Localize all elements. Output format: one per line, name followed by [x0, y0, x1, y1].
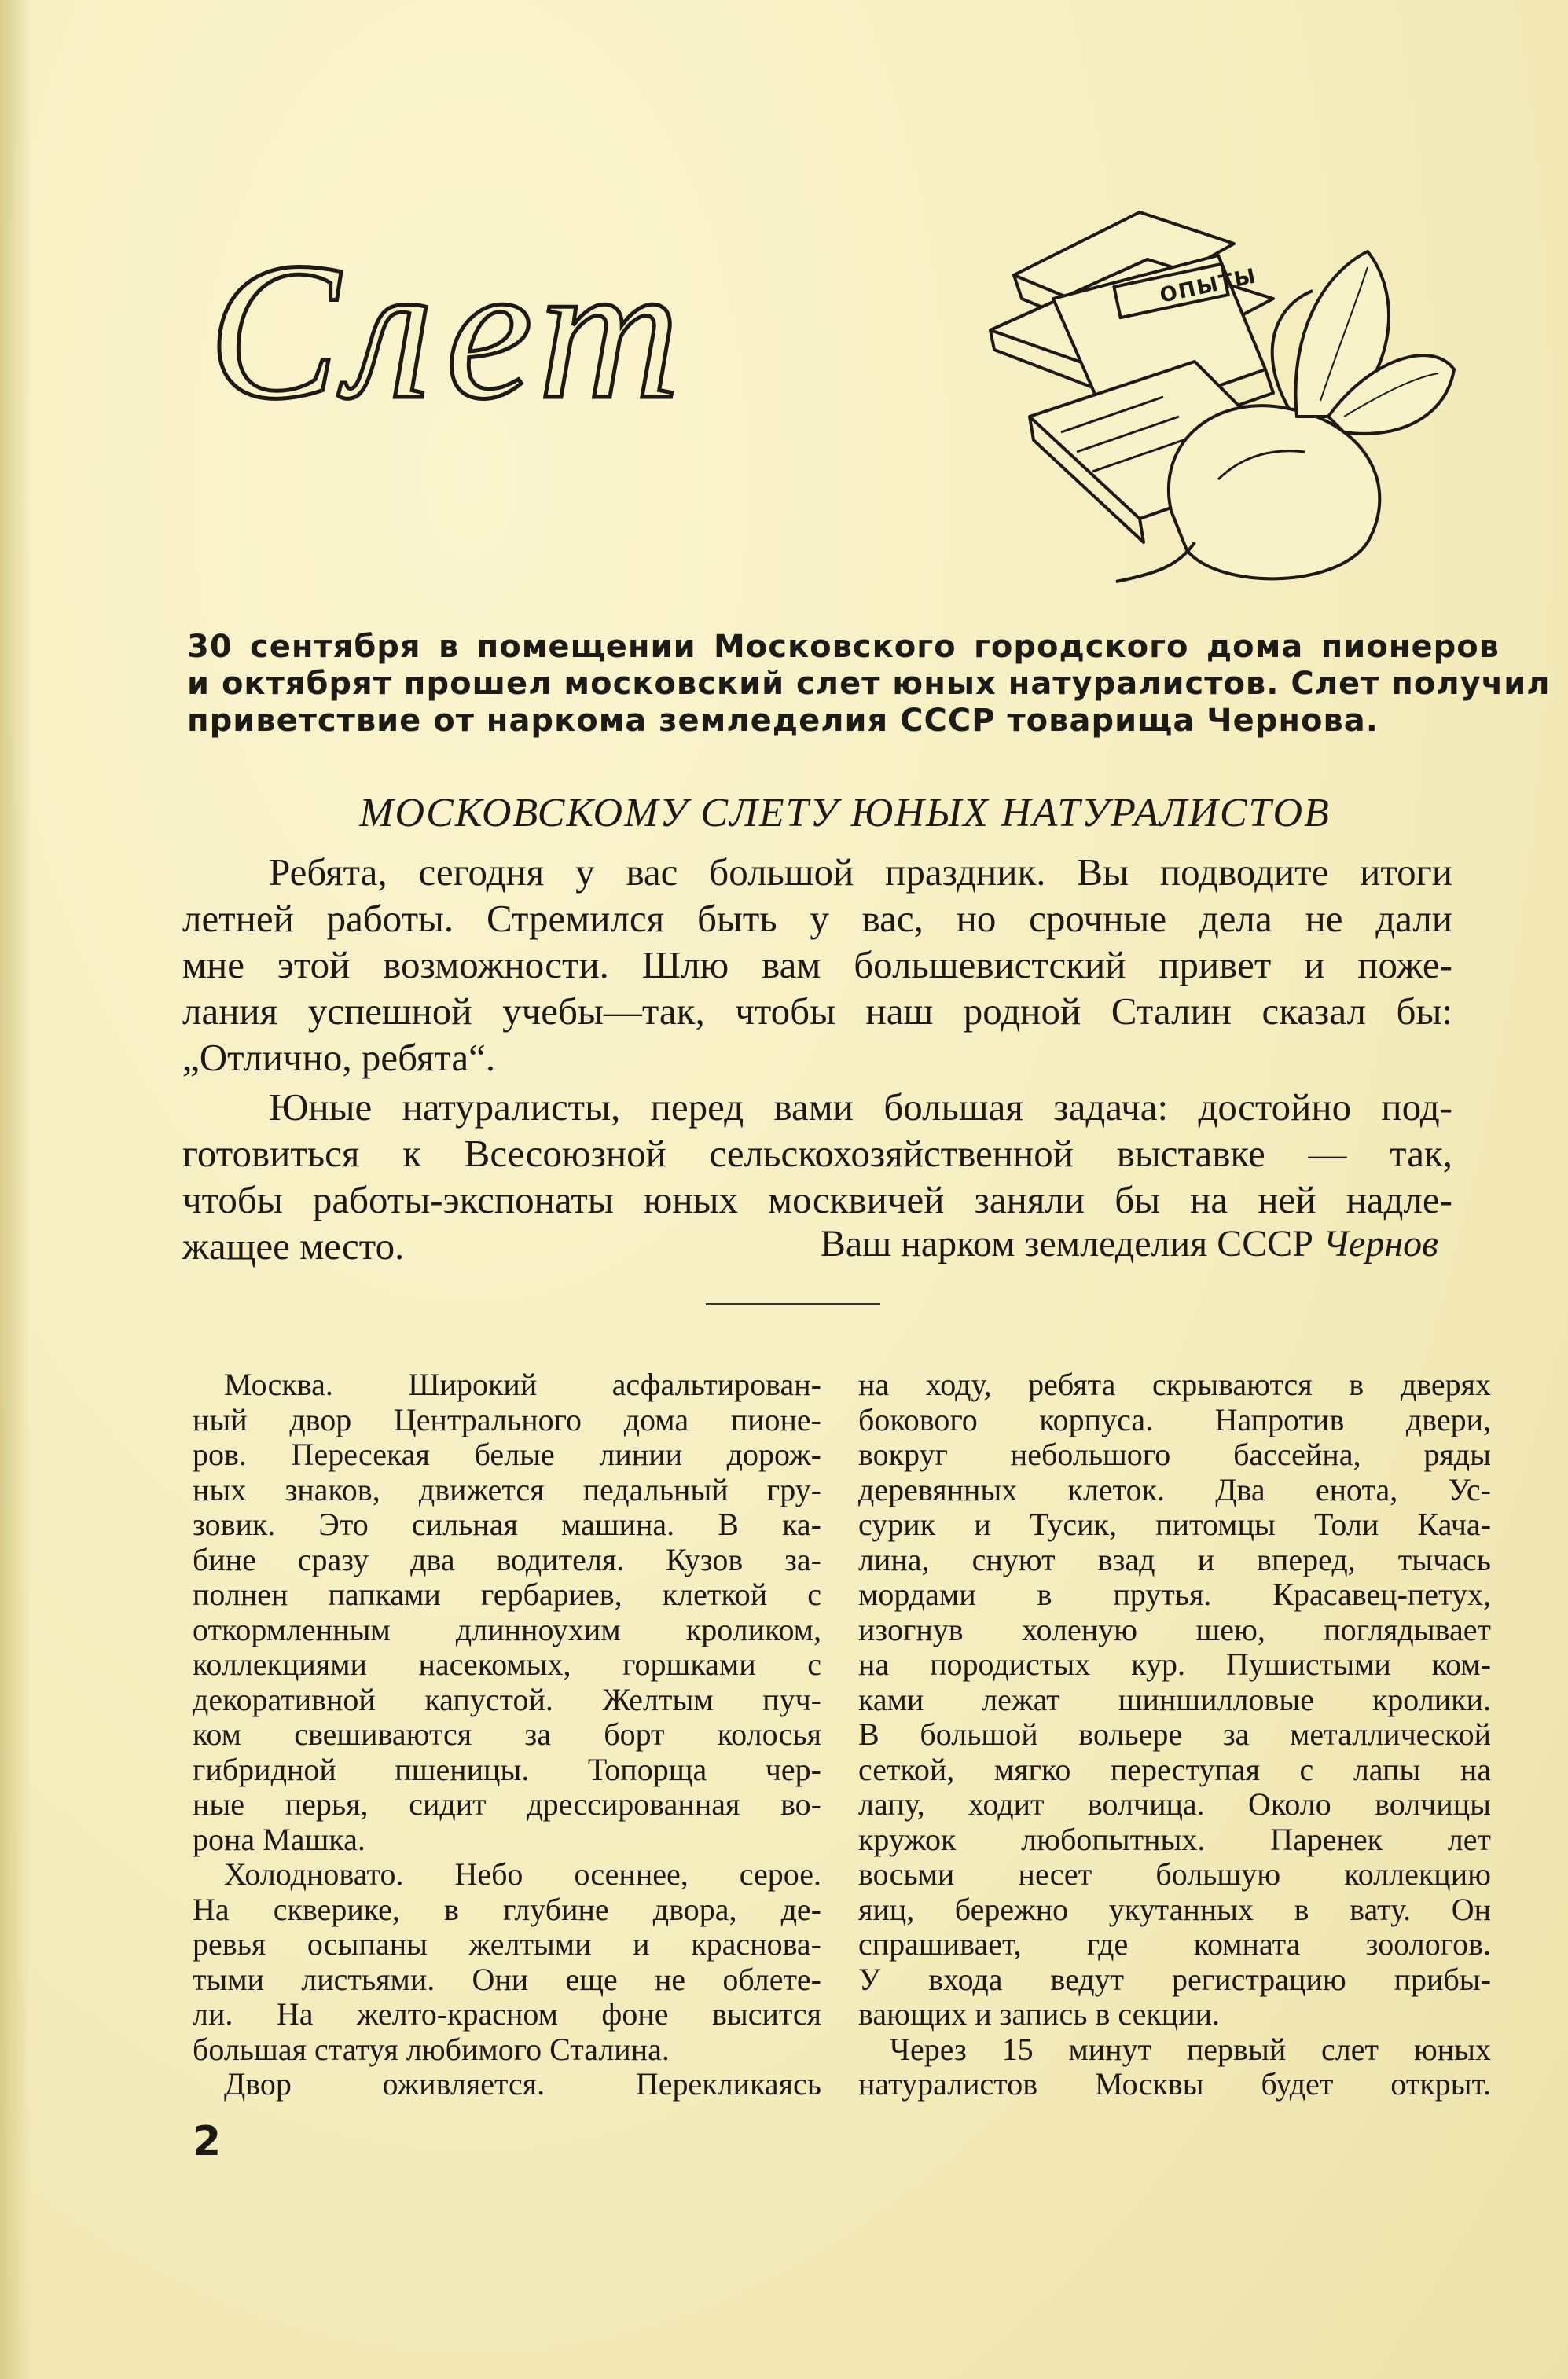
article-line: большая статуя любимого Сталина. — [193, 2031, 670, 2067]
article-line: В большой вольере за металлической — [858, 1716, 1491, 1752]
books-and-turnip-illustration — [959, 181, 1462, 589]
greeting-heading: МОСКОВСКОМУ СЛЕТУ ЮНЫХ НАТУРАЛИСТОВ — [359, 791, 1331, 835]
article-line: тыми листьями. Они еще не облете- — [193, 1961, 821, 1997]
article-line: лина, снуют взад и вперед, тычась — [858, 1541, 1491, 1577]
signature-name: Чернов — [1322, 1223, 1438, 1265]
intro-paragraph — [187, 629, 1551, 740]
letter-line: Юные натуралисты, перед вами большая задача: достойно под- — [269, 1085, 1452, 1129]
article-line: яиц, бережно укутанных в вату. Он — [858, 1891, 1491, 1927]
article-line: откормленным длинноухим кроликом, — [193, 1611, 821, 1647]
article-line: коллекциями насекомых, горшками с — [193, 1647, 821, 1682]
title-lettering — [200, 236, 955, 432]
article-line: ками лежат шиншилловые кролики. — [858, 1681, 1491, 1717]
article-line: сурик и Тусик, питомцы Толи Кача- — [858, 1507, 1491, 1542]
article-line: ров. Пересекая белые линии дорож- — [193, 1437, 821, 1472]
article-line: На скверике, в глубине двора, де- — [193, 1891, 821, 1927]
page-edge-shadow — [0, 0, 31, 2379]
article-line: ный двор Центрального дома пионе- — [193, 1401, 821, 1437]
article-line: Москва. Широкий асфальтирован- — [224, 1367, 821, 1402]
intro-line: и октябрят прошел московский слет юных натуралистов. Слет получил — [187, 666, 1551, 702]
article-line: Холодновато. Небо осеннее, серое. — [224, 1856, 821, 1892]
intro-line: приветствие от наркома земледелия СССР товарища Чернова. — [187, 703, 1379, 739]
letter-paragraph — [182, 849, 1452, 1081]
title-text: Слет — [208, 236, 689, 432]
letter-line: „Отлично, ребята“. — [182, 1036, 496, 1079]
letter-line: летней работы. Стремился быть у вас, но срочные дела не дали — [182, 897, 1452, 940]
letter-line: Ребята, сегодня у вас большой праздник. Вы подводите итоги — [269, 850, 1452, 894]
article-line: сеткой, мягко переступая с лапы на — [858, 1751, 1491, 1787]
article-column-left — [193, 1368, 821, 2102]
article-line: вающих и запись в секции. — [858, 1996, 1220, 2032]
letter-line: лания успешной учебы—так, чтобы наш родной Сталин сказал бы: — [182, 989, 1452, 1033]
article-line: ли. На желто-красном фоне высится — [193, 1996, 821, 2032]
article-line: зовик. Это сильная машина. В ка- — [193, 1507, 821, 1542]
greeting-letter — [182, 849, 1452, 1272]
letter-line: чтобы работы-экспонаты юных москвичей заняли бы на ней надле- — [182, 1178, 1452, 1221]
letter-signature — [652, 1222, 1438, 1265]
article-line: вокруг небольшого бассейна, ряды — [858, 1437, 1491, 1472]
article-line: восьми несет большую коллекцию — [858, 1856, 1491, 1892]
article-line: ком свешиваются за борт колосья — [193, 1716, 821, 1752]
section-divider — [706, 1303, 880, 1305]
article-line: кружок любопытных. Паренек лет — [858, 1821, 1491, 1857]
article-line: Двор оживляется. Перекликаясь — [224, 2066, 821, 2102]
article-line: ных знаков, движется педальный гру- — [193, 1471, 821, 1507]
article-line: спрашивает, где комната зоологов. — [858, 1926, 1491, 1962]
article-line: натуралистов Москвы будет открыт. — [858, 2066, 1491, 2102]
article-line: на ходу, ребята скрываются в дверях — [858, 1367, 1491, 1402]
letter-line: готовиться к Всесоюзной сельскохозяйственной выставке — так, — [182, 1132, 1452, 1175]
article-line: У входа ведут регистрацию прибы- — [858, 1961, 1491, 1997]
intro-line: 30 сентября в помещении Московского городского дома пионеров — [187, 629, 1500, 665]
article-line: гибридной пшеницы. Топорща чер- — [193, 1751, 821, 1787]
letter-line: жащее место. — [182, 1224, 405, 1268]
book-label: ОПЫТЫ — [1158, 264, 1260, 308]
article-line: ные перья, сидит дрессированная во- — [193, 1786, 821, 1822]
article-line: полнен папками гербариев, клеткой с — [193, 1577, 821, 1612]
article-line: ревья осыпаны желтыми и краснова- — [193, 1926, 821, 1962]
signature-title: Ваш нарком земледелия СССР — [820, 1223, 1313, 1265]
article-line: изогнув холеную шею, поглядывает — [858, 1611, 1491, 1647]
article-line: Через 15 минут первый слет юных — [890, 2031, 1491, 2067]
article-line: бине сразу два водителя. Кузов за- — [193, 1541, 821, 1577]
article-column-right — [858, 1368, 1491, 2102]
article-line: лапу, ходит волчица. Около волчицы — [858, 1786, 1491, 1822]
article-line: рона Машка. — [193, 1821, 365, 1857]
page-number: 2 — [193, 2118, 222, 2165]
article-line: бокового корпуса. Напротив двери, — [858, 1401, 1491, 1437]
letter-line: мне этой возможности. Шлю вам большевистский привет и поже- — [182, 943, 1452, 986]
article-line: на породистых кур. Пушистыми ком- — [858, 1647, 1491, 1682]
article-line: декоративной капустой. Желтым пуч- — [193, 1681, 821, 1717]
article-line: мордами в прутья. Красавец-петух, — [858, 1577, 1491, 1612]
article-line: деревянных клеток. Два енота, Ус- — [858, 1471, 1491, 1507]
